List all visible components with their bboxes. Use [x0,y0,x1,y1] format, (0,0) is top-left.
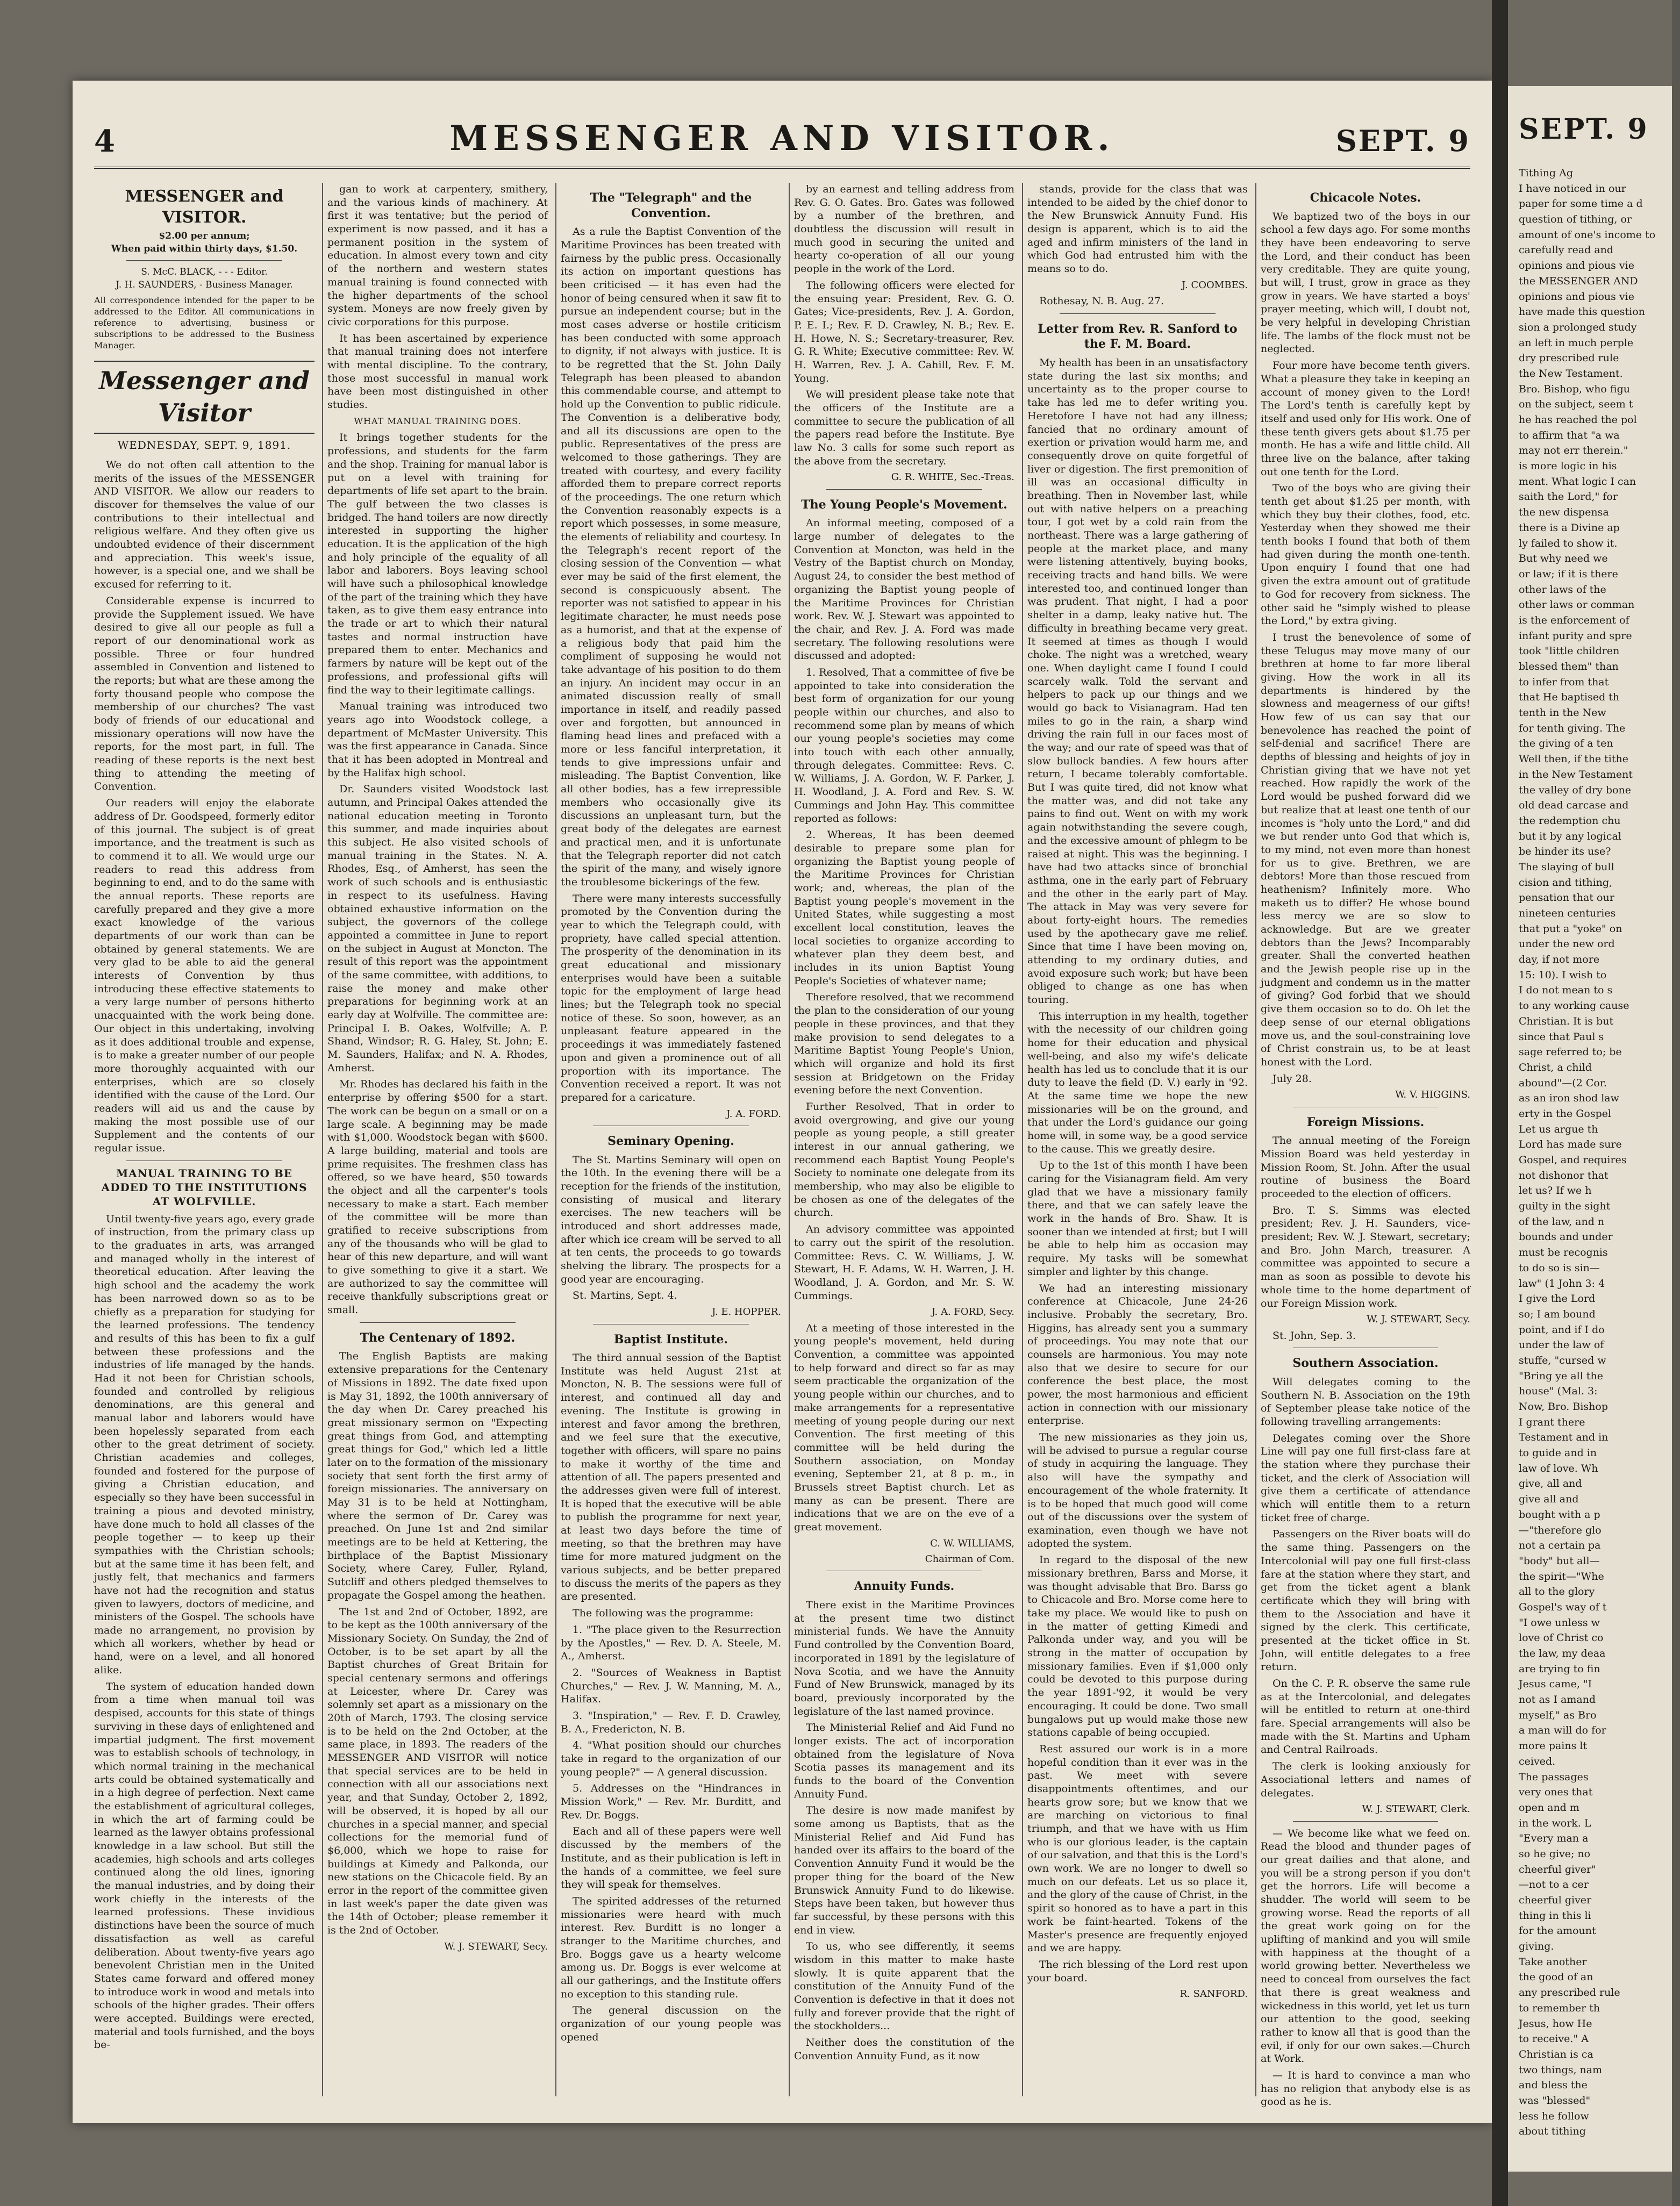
article-paragraph: — We become like what we feed on. Read the blood and thunder pages of our great dailies and that alone, and you will be a strong person if you don't get the horrors. Life will become a shudder. The world will seem to be growing worse. Read the reports of all the great work going on for the uplifting of mankind and you will smile with happiness at the thought of a world growing better. Nevertheless we need to conceal from ourselves the fact that there is great weakness and wickedness in this world, yet let us turn our attention to the good, seeking rather to know all that is good than the evil, if only for our own sakes.—Church at Work. [1261,1827,1470,2065]
adjacent-page-line: erty in the Gospel [1519,1107,1612,1120]
adjacent-page-line: cheerful giver" [1519,1863,1596,1875]
article-paragraph: Bro. T. S. Simms was elected president; Rev. J. H. Saunders, vice-president; Rev. W. J. Stewart, secretary; and Bro. John March, treasurer. A committee was appointed to secure a man as soon as possible to devote his whole time to the home department of our Foreign Mission work. [1261,1204,1470,1309]
article-paragraph: Rest assured our work is in a more hopeful condition than it ever was in the past. We meet with severe disappointments oftentimes, and our hearts grow sore; but we know that we are marching on victorious to final triumph, and that we have with us Him who is our glorious leader, is the captain of our salvation, and that this is the Lord's own work. We are no longer to dwell so much on our defeats. Let us so place it, and the glory of the cause of Christ, in the spirit so honored as to have a part in this work be faint-hearted. Tokens of the Master's presence are frequently enjoyed and we are happy. [1027,1743,1248,1954]
adjacent-page-line: thing in this li [1519,1909,1591,1922]
article-paragraph: Four more have become tenth givers. What a pleasure they take in keeping an account of money given to the Lord! The Lord's tenth is carefully kept by itself and used only for His work. One of these tenth givers gets about $1.75 per month. He has a wife and little child. All three live on the balance, after taking out one tenth for the Lord. [1261,360,1470,478]
article-paragraph: The Ministerial Relief and Aid Fund no longer exists. The act of incorporation obtained from the legislature of Nova Scotia passes its management and its funds to the board of the Convention Annuity Fund. [794,1722,1014,1800]
adjacent-page-line: Tithing Ag [1519,167,1574,179]
article-title-foreign-missions: Foreign Missions. [1306,1115,1425,1129]
article-paragraph: by an earnest and telling address from Rev. G. O. Gates. Bro. Gates was followed by a number of the brethren, and doubtless the discussion will result in much good in securing the united and hearty co-operation of all our young people in the work of the Lord. [794,183,1014,275]
adjacent-page-line: —not to a cer [1519,1879,1589,1891]
article-paragraph: 4. "What position should our churches take in regard to the organization of our young people?" — A general discussion. [561,1739,781,1778]
adjacent-page-line: Bro. Bishop, who figu [1519,383,1630,395]
article-paragraph: There exist in the Maritime Provinces at the present time two distinct ministerial funds. We have the Annuity Fund controlled by the Convention Board, incorporated in 1891 by the legislature of Nova Scotia, and we have the Annuity Fund of New Brunswick, managed by its board, previously incorporated by the legislature of the last named province. [794,1599,1014,1717]
divider [1060,313,1216,314]
adjacent-page-line: guilty in the sight [1519,1200,1611,1213]
adjacent-page [1508,86,1672,2172]
article-paragraph: As a rule the Baptist Convention of the Maritime Provinces has been treated with fairness by the public press. Occasionally its action on important questions has been criticised — it has even had the honor of being censured when it saw fit to pursue an independent course; but in the most cases adverse or hostile criticism has been conducted with some approach to dignity, if not always with justice. It is to be regretted that the St. John Daily Telegraph has been pleased to abandon this commendable course, and attempt to hold up the Convention to public ridicule. The Convention is a deliberative body, and all its discussions are open to the public. Representatives of the press are welcomed to those gatherings. They are treated with courtesy, and every facility afforded them to prepare correct reports of the proceedings. The one return which the Convention reasonably expects is a report which possesses, in some measure, the elements of reliability and courtesy. In the Telegraph's recent report of the closing session of the Convention — what ever may be said of the first element, the second is conspicuously absent. The reporter was not satisfied to appear in his legitimate character, he must needs pose as a humorist, and that at the expense of a religious body that paid him the compliment of supposing he would not take advantage of his position to do them an injury. An incident may occur in an animated discussion really of small importance in itself, and readily passed over and forgotten, but announced in flaming head lines and prefaced with a more or less fanciful interpretation, it tends to give impressions unfair and misleading. The Baptist Convention, like all other bodies, has a few irrepressible members who occasionally give its discussions an unpleasant turn, but the great body of the delegates are earnest and practical men, and it is unfortunate that the Telegraph reporter did not catch the spirit of the many, and wisely ignore the troublesome bickerings of the few. [561,226,781,888]
column-2 [327,183,548,2102]
adjacent-page-line: he has reached the pol [1519,414,1637,426]
adjacent-page-line: all to the glory [1519,1586,1595,1598]
header-date: SEPT. 9 [1335,124,1470,158]
signature: J. A. FORD. [726,1108,781,1120]
signature: R. SANFORD. [1179,1988,1248,2000]
adjacent-page-line: for the amount [1519,1925,1596,1937]
adjacent-page-line: so; I am bound [1519,1308,1596,1320]
signature: W. J. STEWART, Secy. [1367,1314,1470,1326]
adjacent-page-line: and bless the [1519,2079,1588,2092]
adjacent-page-line: house" (Mal. 3: [1519,1385,1598,1398]
adjacent-page-line: to any working cause [1519,1000,1629,1012]
article-paragraph: The English Baptists are making extensive preparations for the Centenary of Missions in 1892. The date fixed upon is May 31, 1892, the 100th anniversary of the day when Dr. Carey preached his great missionary sermon on "Expecting great things from God, and attempting great things for God," which led a little later on to the formation of the missionary society that sent forth the first army of foreign missionaries. The anniversary on May 31 is to be held at Nottingham, where the sermon of Dr. Carey was preached. On June 1st and 2nd similar meetings are to be held at Kettering, the birthplace of the Baptist Missionary Society, where Carey, Fuller, Ryland, Sutcliff and others pledged themselves to propagate the Gospel among the heathen. [327,1350,548,1601]
publisher-block [94,186,314,351]
article-paragraph: Up to the 1st of this month I have been caring for the Visianagram field. Am very glad that we have a missionary family there, and that we can safely leave the work in the hands of Bro. Shaw. It is sooner than we intended at first; but I will be able to help him as occasion may require. My tasks will be somewhat simpler and lighter by this change. [1027,1159,1248,1278]
adjacent-page-line: Christian. It is but [1519,1015,1614,1027]
article-paragraph: We will president please take note that the officers of the Institute are a committee to secure the publication of all the papers read before the Institute. Bye law No. 3 calls for some such report as the above from the secretary. [794,389,1014,467]
signature: Chairman of Com. [925,1553,1014,1565]
article-title-telegraph: The "Telegraph" and the Convention. [590,191,752,220]
adjacent-page-line: to infer from that [1519,676,1609,688]
article-paragraph: The St. Martins Seminary will open on the 10th. In the evening there will be a reception for the friends of the institution, consisting of musical and literary exercises. The new teachers will be introduced and short addresses made, after which ice cream will be served to all at ten cents, the proceeds to go towards shelving the library. The prospects for a good year are encouraging. [561,1154,781,1285]
article-paragraph: The following was the programme: [573,1607,754,1620]
adjacent-page-line: The slaying of bull [1519,861,1614,873]
article-paragraph: The spirited addresses of the returned missionaries were heard with much interest. Rev. Burditt is no longer a stranger to the Maritime churches, and Bro. Boggs gave us a hearty welcome among us. Dr. Boggs is ever welcome at all our gatherings, and the Institute offers no exception to this standing rule. [561,1895,781,2000]
adjacent-page-line: a man will do for [1519,1724,1606,1737]
article-paragraph: The new missionaries as they join us, will be advised to pursue a regular course of study in acquiring the language. They also will have the sympathy and encouragement of the whole fraternity. It is to be hoped that much good will come out of the discussions over the system of examination, even though we have not adopted the system. [1027,1431,1248,1550]
adjacent-page-line: or law; if it is there [1519,568,1618,580]
article-title-seminary: Seminary Opening. [607,1134,734,1148]
divider [1293,1821,1438,1822]
adjacent-page-line: cheerful giver [1519,1894,1592,1906]
adjacent-page-line: since that Paul s [1519,1030,1604,1043]
article-paragraph: 5. Addresses on the "Hindrances in Mission Work," — Rev. Mr. Burditt, and Rev. Dr. Boggs. [561,1782,781,1821]
signature: J. E. HOPPER. [712,1306,781,1318]
article-title-chicacole: Chicacole Notes. [1310,191,1421,205]
adjacent-page-line: more pains lt [1519,1740,1588,1752]
article-paragraph: Neither does the constitution of the Convention Annuity Fund, as it now [794,2037,1014,2062]
article-paragraph: 2. "Sources of Weakness in Baptist Churches," — Rev. J. W. Manning, M. A., Halifax. [561,1666,781,1706]
article-paragraph: St. Martins, Sept. 4. [573,1290,677,1302]
adjacent-page-line: to remember th [1519,2002,1600,2014]
article-paragraph: The 1st and 2nd of October, 1892, are to be kept as the 100th anniversary of the Missionary Society. On Sunday, the 2nd of October, is to be set apart by all the Baptist churches of Great Britain for special centenary sermons and offerings at Leicester, where Dr. Carey was solemnly set apart as a missionary on the 20th of March, 1793. The closing service is to be held on the 2nd October, at the same place, in 1893. The readers of the MESSENGER AND VISITOR will notice that special services are to be held in connection with all our associations next year, and that Sunday, October 2, 1892, will be observed, it is hoped by all our churches in a special manner, and special collections for the memorial fund of $6,000, which we hope to raise for buildings at Kimedy and Palkonda, our new stations on the Chicacole field. By an error in the report of the committee given in last week's paper the date given was the 14th of October; please remember it is the 2nd of October. [327,1606,548,1937]
adjacent-page-column [1519,167,1680,2140]
adjacent-page-line: I give the Lord [1519,1293,1596,1305]
article-paragraph: 2. Whereas, It has been deemed desirable to prepare some plan for organizing the Baptist young people of the Maritime Provinces for Christian work; and, whereas, the plan of the Baptist young people's movement in the United States, while suggesting a most excellent local constitution, leaves the local societies to organize according to whatever plan they deem best, and includes in its union Baptist Young People's Societies of whatever name; [794,829,1014,987]
adjacent-page-line: there is a Divine ap [1519,521,1620,534]
article-title-young-people: The Young People's Movement. [801,497,1007,512]
article-title-southern-association: Southern Association. [1292,1356,1439,1371]
signature: C. W. WILLIAMS, [930,1537,1014,1549]
column-rule [1255,183,1256,2096]
adjacent-page-line: infant purity and spre [1519,629,1632,642]
adjacent-page-line: under the new ord [1519,938,1615,950]
masthead-title: MESSENGER AND VISITOR. [449,118,1115,159]
adjacent-page-line: amount of one's income to [1519,228,1656,241]
adjacent-page-line: the New Testament. [1519,367,1623,379]
adjacent-page-line: Gospel's way of t [1519,1601,1607,1613]
column-6 [1261,183,1470,2108]
adjacent-page-line: for tenth giving. The [1519,722,1626,734]
article-paragraph: Two of the boys who are giving their tenth get about $1.25 per month, with which they buy their clothes, food, etc. Yesterday when they showed me their tenth books I found that both of them had given during the month one-tenth. Upon enquiry I found that one had given the extra amount out of gratitude to God for recovery from sickness. The other said he "simply wished to please the Lord," by extra giving. [1261,482,1470,627]
adjacent-page-line: myself," as Bro [1519,1709,1597,1721]
article-paragraph: Therefore resolved, that we recommend the plan to the consideration of our young people in these provinces, and that they make provision to send delegates to a Maritime Baptist Young People's Union, which will organize and hold its first session at Bridgetown on the Friday evening before the next Convention. [794,991,1014,1097]
adjacent-page-line: let us? If we h [1519,1185,1592,1197]
adjacent-page-line: I do not mean to s [1519,984,1613,997]
adjacent-page-line: saith the Lord," for [1519,491,1618,503]
adjacent-page-line: blessed them" than [1519,661,1619,672]
adjacent-page-line: under the law of [1519,1339,1604,1351]
signature: J. COOMBES. [1182,279,1248,291]
article-paragraph: The system of education handed down from a time when manual toil was despised, accounts for this state of things surviving in these days of enlightened and impartial judgment. The first movement was to establish schools of technology, in which normal training in the mechanical arts could be obtained systematically and in a high degree of perfection. Next came the establishment of agricultural colleges, in which the art of farming could be learned as the lawyer obtains professional knowledge in a law school. But still the academies, high schools and arts colleges continued along the old lines, ignoring the manual industries, and by doing their work chiefly in the interests of the learned professions. These invidious distinctions have been the source of much dissatisfaction as well as careful deliberation. About twenty-five years ago benevolent Christian men in the United States came forward and offered money to introduce work in wood and metals into schools of the higher grades. Their offers were accepted. Buildings were erected, material and tools furnished, and the boys be- [94,1680,314,2051]
article-paragraph: The desire is now made manifest by some among us Baptists, that as the Ministerial Relief and Aid Fund has handed over its affairs to the board of the Convention Annuity Fund it would be the proper thing for the board of the New Brunswick Annuity Fund to do likewise. Steps have been taken, but however thus far successful, by these persons with this end in view. [794,1804,1014,1936]
article-paragraph: In regard to the disposal of the new missionary brethren, Barss and Morse, it was thought advisable that Bro. Barss go to Chicacole and Bro. Morse come here to take my place. We would like to push on in the matter of getting Kimedi and Palkonda under way, and you will be strong in the matter of occupation by missionary families. Even if $1,000 only could be devoted to this purpose during the year 1891-'92, it would be very encouraging. It could be done. Two small bungalows put up would make those new stations capable of being occupied. [1027,1554,1248,1739]
adjacent-page-line: very ones that [1519,1786,1593,1799]
adjacent-page-line: Well then, if the tithe [1519,753,1628,765]
adjacent-page-line: "Bring ye all the [1519,1370,1603,1382]
article-title-letter: Letter from Rev. R. Sanford to the F. M. Board. [1038,321,1238,352]
adjacent-page-line: not dishonor that [1519,1169,1608,1181]
adjacent-page-line: as an iron shod law [1519,1092,1619,1105]
adjacent-page-line: question of tithing, or [1519,213,1632,226]
adjacent-page-line: the giving of a ten [1519,737,1613,750]
column-5 [1027,183,1248,2102]
adjacent-page-line: is more logic in his [1519,460,1617,472]
article-paragraph: Dr. Saunders visited Woodstock last autumn, and Principal Oakes attended the national education meeting in Toronto this summer, and made inquiries about this subject. He also visited schools of manual training in the States. N. A. Rhodes, Esq., of Amherst, has seen the work of such schools and is enthusiastic in respect to its usefulness. Having obtained exhaustive information on the subject, the governors of the college appointed a committee in June to report on the subject in August at Moncton. The result of this report was the appointment of the same committee, with additions, to raise the money and make other preparations for beginning work at an early day at Wolfville. The committee are: Principal I. B. Oakes, Wolfville; A. P. Shand, Windsor; R. G. Haley, St. John; E. M. Saunders, Halifax; and N. A. Rhodes, Amherst. [327,783,548,1074]
dateline: Rothesay, N. B. Aug. 27. [1039,295,1164,307]
article-paragraph: An advisory committee was appointed to carry out the spirit of the resolution. Committee: Revs. C. W. Williams, J. W. Stewart, H. F. Adams, W. H. Warren, J. H. Woodland, J. A. Gordon, and Mr. S. W. Cummings. [794,1223,1014,1302]
article-paragraph: Each and all of these papers were well discussed by the members of the Institute, and as their publication is left in the hands of a committee, we feel sure they will speak for themselves. [561,1825,781,1891]
adjacent-page-line: in the work. L [1519,1817,1591,1829]
article-paragraph: An informal meeting, composed of a large number of delegates to the Convention at Moncton, was held in the Vestry of the Baptist church on Monday, August 24, to consider the best method of organizing the Baptist young people of the Maritime Provinces for Christian work. Rev. W. J. Stewart was appointed to the chair, and Rev. J. A. Ford was made secretary. The following resolutions were discussed and adopted: [794,517,1014,662]
column-rule [789,183,790,2096]
adjacent-page-line: may not err therein." [1519,445,1628,457]
adjacent-page-line: other laws of the [1519,583,1606,596]
article-paragraph: The general discussion on the organization of our young people was opened [561,2004,781,2043]
article-paragraph: stands, provide for the class that was intended to be aided by the chief donor to the New Brunswick Annuity Fund. His design is apparent, which is to aid the aged and infirm ministers of the land in which God had entrusted him with the means so to do. [1027,183,1248,275]
adjacent-page-line: point, and if I do [1519,1323,1605,1336]
adjacent-page-line: the law, my deaa [1519,1648,1606,1659]
article-paragraph: Will delegates coming to the Southern N. B. Association on the 19th of September please take notice of the following travelling arrangements: [1261,1376,1470,1428]
signature: W. J. STEWART, Secy. [444,1940,548,1952]
signature: W. J. STEWART, Clerk. [1362,1803,1470,1815]
article-title-centenary: The Centenary of 1892. [360,1330,516,1345]
article-paragraph: — It is hard to convince a man who has no religion that anybody else is as good as he is. [1261,2069,1470,2108]
article-paragraph: The clerk is looking anxiously for Associational letters and names of delegates. [1261,1760,1470,1799]
article-paragraph: There were many interests successfully promoted by the Convention during the year to which the Telegraph could, with propriety, have called special attention. The prosperity of the denomination in its great educational and missionary enterprises would have been a suitable topic for the employment of large head lines; but the Telegraph took no special notice of these. So soon, however, as an unpleasant feature appeared in the proceedings it was immediately fastened upon and given a prominence out of all proportion with its importance. The Convention received a report. It was not prepared for a caricature. [561,892,781,1104]
editor-line: S. McC. BLACK, - - - Editor. [141,267,268,278]
column-rule [1022,183,1023,2096]
signature: G. R. WHITE, Sec.-Treas. [891,471,1014,483]
article-paragraph: The third annual session of the Baptist Institute was held August 21st at Moncton, N. B. The sessions were full of interest, and continued all day and evening. The Institute is growing in interest and favor among the brethren, and we feel sure that the executive, together with officers, will spare no pains to make it worthy of the time and attention of all. The papers presented and the addresses given were full of interest. It is hoped that the executive will be able to publish the programme for next year, at least two days before the time of meeting, so that the brethren may have time for more matured judgment on the various subjects, and be better prepared to discuss the merits of the papers as they are presented. [561,1352,781,1603]
article-title-annuity-funds: Annuity Funds. [854,1579,955,1594]
adjacent-page-line: stuffe, "cursed w [1519,1354,1606,1366]
article-paragraph: Until twenty-five years ago, every grade of instruction, from the primary class up to the graduates in arts, was arranged and managed wholly in the interest of theoretical education. After leaving the high school and the academy the work has been narrowed down so as to be chiefly as a preparation for studying for the learned professions. The tendency and results of this has been to fix a gulf between these professions and the industries of life managed by the hands. Had it not been for Christian schools, founded and controlled by religious denominations, are this general and manual labor and laborers would have been hopelessly separated from each other to the great detriment of society. Christian academies and colleges, founded and fostered for the purpose of giving a Christian education, and especially so they have been successful in training a pious and devoted ministry, have done much to hold all classes of the people together — to keep up their sympathies with the Christian schools; but at the same time it has been felt, and justly felt, that mechanics and farmers have not had the recognition and status given to lawyers, doctors of medicine, and ministers of the Gospel. The schools have made no arrangement, no provision by which all workers, whether by head or hand, were on a level, and all honored alike. [94,1213,314,1677]
adjacent-page-header: SEPT. 9 [1519,113,1649,146]
adjacent-page-line: 15: 10). I wish to [1519,969,1607,981]
column-3 [561,183,781,2102]
adjacent-page-line: that He baptised th [1519,691,1620,704]
page-header [94,118,1470,169]
adjacent-page-line: tenth in the New [1519,707,1606,719]
article-paragraph: gan to work at carpentery, smithery, and the various kinds of machinery. At first it was tentative; but the period of experiment is now passed, and it has a permanent position in the system of education. In almost every town and city of the northern and western states manual training is found connected with the higher departments of the school system. Moneys are now freely given by civic corporations for this purpose. [327,183,548,328]
adjacent-page-line: the valley of dry bone [1519,784,1631,796]
adjacent-page-line: I have noticed in our [1519,182,1626,195]
adjacent-page-line: the spirit—"Whe [1519,1570,1604,1582]
column-rule [555,183,556,2096]
adjacent-page-line: an left in much perple [1519,336,1634,349]
adjacent-page-line: Jesus, how He [1519,2017,1592,2030]
adjacent-page-line: giving. [1519,1940,1554,1953]
adjacent-page-line: Let us argue th [1519,1123,1598,1135]
adjacent-page-line: that put a "yoke" on [1519,922,1622,935]
correspondence-note: All correspondence intended for the paper to be addressed to the Editor. All communications in reference to advertising, business or subscriptions to be addressed to the Business Manager. [94,295,314,350]
issue-date: WEDNESDAY, SEPT. 9, 1891. [117,438,291,452]
adjacent-page-line: The passages [1519,1771,1589,1783]
article-paragraph: Further Resolved, That in order to avoid overgrowing, and give our young people as young people, a still greater interest in our annual gathering, we recommend each Baptist Young People's Society to nominate one delegate from its membership, who may also be eligible to be chosen as one of the delegates of the church. [794,1100,1014,1219]
adjacent-page-line: any prescribed rule [1519,1987,1620,1999]
adjacent-page-line: carefully read and [1519,244,1614,256]
article-paragraph: We had an interesting missionary conference at Chicacole, June 24-26 inclusive. Probably the secretary, Bro. Higgins, has already sent you a summary of proceedings. You may note that our counsels are harmonious. You may note also that we desire to secure for our conference the best place, the most power, the most harmonious and efficient action in connection with our missionary enterprise. [1027,1282,1248,1427]
article-paragraph: On the C. P. R. observe the same rule as at the Intercolonial, and delegates will be entitled to return at one-third fare. Special arrangements will also be made with the St. Martins and Upham and Central Railroads. [1261,1678,1470,1756]
adjacent-page-line: of the law, and n [1519,1215,1605,1228]
article-paragraph: Manual training was introduced two years ago into Woodstock college, a department of McMaster University. This was the first appearance in Canada. Since that it has been adopted in Montreal and by the Halifax high school. [327,700,548,779]
adjacent-page-line: cision and tithing, [1519,876,1613,889]
article-paragraph: The rich blessing of the Lord rest upon your board. [1027,1958,1248,1984]
article-paragraph: It brings together students for the professions, and students for the farm and the shop. Training for manual labor is put on a level with training for departments of life set apart to the brain. The gulf between the two classes is bridged. The hand toilers are now directly interested in supporting the higher education. It is the application of the high and holy principle of the equality of all labor and laborers. Boys leaving school will have such a philosophical knowledge of the part of the training which they have taken, as to give them easy entrance into the trade or art to which their natural tastes and normal instruction have prepared them to enter. Mechanics and farmers by nature will be kept out of the professions, and professional gifts will find the way to their legitimate callings. [327,432,548,696]
dateline: July 28. [1272,1072,1312,1085]
adjacent-page-line: "Every man a [1519,1832,1589,1845]
adjacent-page-line: ceived. [1519,1755,1556,1767]
adjacent-page-line: less he follow [1519,2110,1589,2122]
adjacent-page-line: bought with a p [1519,1508,1600,1521]
adjacent-page-line: abound"—(2 Cor. [1519,1077,1607,1089]
adjacent-page-line: to do so is sin— [1519,1262,1600,1274]
paper-title: MESSENGER and VISITOR. [125,187,284,227]
adjacent-page-line: ly failed to show it. [1519,537,1618,549]
adjacent-page-line: opinions and pious vie [1519,290,1634,303]
adjacent-page-line: in the New Testament [1519,768,1633,780]
adjacent-page-line: nineteen centuries [1519,907,1616,919]
adjacent-page-line: not as I amand [1519,1694,1596,1706]
article-paragraph: This interruption in my health, together with the necessity of our children going home for their education and physical well-being, and also my wife's delicate health has led us to conclude that it is our duty to leave the field (D. V.) early in '92. At the same time we hope the new missionaries will be on the ground, and that under the Lord's guidance our going home will, in some way, be a good service to the cause. This we greatly desire. [1027,1010,1248,1155]
adjacent-page-line: about tithing [1519,2125,1586,2138]
adjacent-page-line: was "blessed" [1519,2094,1591,2107]
article-paragraph: 3. "Inspiration," — Rev. F. D. Crawley, B. A., Fredericton, N. B. [561,1709,781,1735]
adjacent-page-line: law" (1 John 3: 4 [1519,1277,1605,1290]
article-title-manual-training: MANUAL TRAINING TO BE ADDED TO THE INSTITUTIONS AT WOLFVILLE. [101,1166,308,1208]
article-paragraph: Our readers will enjoy the elaborate address of Dr. Goodspeed, formerly editor of this journal. The subject is of great importance, and the treatment is such as to commend it to all. We would urge our readers to read this address from beginning to end, and to do the same with the annual reports. These reports are carefully prepared and they give a more exact knowledge of the various departments of our work than can be obtained by general statements. We are very glad to be able to aid the general interests of Convention by thus introducing these effective statements to a very large number of persons hitherto unacquainted with the work being done. Our object in this undertaking, involving as it does additional trouble and expense, is to make a greater number of our people more thoroughly acquainted with our enterprises, which are so closely identified with the cause of the Lord. Our readers will aid us and the cause by making the most possible use of our Supplement and the contents of our regular issue. [94,797,314,1155]
adjacent-page-line: must be recognis [1519,1247,1608,1259]
divider [826,489,982,490]
adjacent-page-line: day, if not more [1519,954,1600,966]
article-paragraph: Passengers on the River boats will do the same thing. Passengers on the Intercolonial will pay one full first-class fare at the station where they start, and get from the ticket agent a blank certificate which they will bring with them to the Association and have it signed by the clerk. This certificate, presented at the ticket office in St. John, will entitle delegates to a free return. [1261,1528,1470,1673]
adjacent-page-line: Testament and in [1519,1431,1608,1444]
article-paragraph: The following officers were elected for the ensuing year: President, Rev. G. O. Gates; Vice-presidents, Rev. J. A. Gordon, P. E. I.; Rev. F. D. Crawley, N. B.; Rev. E. H. Howe, N. S.; Secretary-treasurer, Rev. G. R. White; Executive committee: Rev. W. H. Warren, Rev. J. A. Cahill, Rev. F. M. Young. [794,279,1014,384]
subscription-note: When paid within thirty days, $1.50. [111,243,298,255]
adjacent-page-line: Gospel, and requires [1519,1154,1627,1166]
adjacent-page-line: ment. What logic I can [1519,475,1636,488]
adjacent-page-line: the redemption chu [1519,814,1621,827]
adjacent-page-line: pensation that our [1519,892,1614,904]
adjacent-page-line: Now, Bro. Bishop [1519,1401,1608,1413]
article-paragraph: My health has been in an unsatisfactory state during the last six months; and uncertainty as to the proper course to take has led me to defer writing you. Heretofore I have not had any illness; fancied that no ordinary amount of exertion or privation would harm me, and consequently drove on quite forgetful of liver or digestion. The first premonition of ill was an occasional difficulty in breathing. Then in November last, while out with native helpers on a preaching tour, I got wet by a cold rain from the northeast. There was a large gathering of people at the market place, and many were listening attentively, buying books, receiving tracts and hand bills. We were interested too, and continued longer than was prudent. That night, I had a poor shelter in a damp, leaky native hut. The difficulty in breathing became very great. It seemed at times as though I would choke. The night was a wretched, weary one. When daylight came I found I could scarcely walk. Told the servant and helpers to pack up our things and we would go back to Visianagram. Had ten miles to go in the rain, a sharp wind driving the rain full in our faces most of the way; and our rate of speed was that of slow bullock bandies. A few hours after return, I became tolerably comfortable. But I was quite tired, did not know what the matter was, and did not take any pains to find out. Went on with my work again notwithstanding the severe cough, and the excessive amount of phlegm to be raised at night. This was the beginning. I have had two attacks since of bronchial asthma, one in the early part of February and the other in the early part of May. The attack in May was very severe for about forty-eight hours. The remedies used by the apothecary gave me relief. Since that time I have been moving on, attending to my ordinary duties, and avoid exposure such work; but have been obliged to change as one has when touring. [1027,357,1248,1006]
article-paragraph: 1. Resolved, That a committee of five be appointed to take into consideration the best form of organization for our young people within our churches, and also to recommend some plan by means of which our young people's societies may come into touch with each other annually, through delegates. Committee: Revs. C. W. Williams, J. A. Gordon, W. F. Parker, J. H. Woodland, J. A. Ford and Rev. S. W. Cummings and John Hay. This committee reported as follows: [794,666,1014,825]
adjacent-page-line: open and m [1519,1801,1579,1814]
adjacent-page-line: Lord has made sure [1519,1138,1622,1151]
article-paragraph: Mr. Rhodes has declared his faith in the enterprise by offering $500 for a start. The work can be begun on a small or on a large scale. A beginning may be made with $1,000. Woodstock began with $600. A large building, material and tools are prime requisites. The freshmen class has offered, so we have heard, $50 towards the object and all the carpenter's tools necessary to make a start. Each member of the committee will be more than gratified to receive subscriptions from any of the thousands who will be glad to hear of this new departure, and will want to give something to give it a start. We are authorized to say the committee will receive thankfully subscriptions great or small. [327,1078,548,1316]
divider [126,260,282,261]
page-number: 4 [94,124,115,159]
column-4 [794,183,1014,2102]
adjacent-page-line: the MESSENGER AND [1519,275,1638,287]
adjacent-page-line: "body" but all— [1519,1555,1600,1567]
adjacent-page-line: have made this question [1519,306,1645,318]
adjacent-page-line: But why need we [1519,553,1608,565]
article-paragraph: To us, who see differently, it seems wisdom in this matter to make haste slowly. It is quite apparent that the constitution of the Annuity Fund of the Convention is defective in that it does not fully and forever provide that the right of the stockholders... [794,1940,1014,2032]
adjacent-page-line: give all and [1519,1493,1579,1506]
adjacent-page-line: "I owe unless w [1519,1616,1600,1629]
signature: W. V. HIGGINS. [1395,1089,1470,1101]
article-paragraph: We baptized two of the boys in our school a few days ago. For some months they have been endeavoring to serve the Lord, and their conduct has been very creditable. They are quite young, but will, I trust, grow in grace as they grow in years. We have started a boys' prayer meeting, which will, I doubt not, be very helpful in developing Christian life. The lambs of the flock must not be neglected. [1261,210,1470,355]
newspaper-page [73,81,1492,2123]
adjacent-page-line: bounds and under [1519,1231,1613,1243]
nameplate: Messenger and Visitor [94,361,314,434]
article-paragraph: I trust the benevolence of some of these Telugus may move many of our brethren at home to far more liberal giving. How the work in all its departments is hindered by the slowness and meagerness of our gifts! How few of us can say that our benevolence has reached the point of self-denial and sacrifice! There are depths of blessing and heights of joy in Christian giving that we have not yet reached. How rapidly the work of the Lord would be pushed forward did we but realize that at least one tenth of our incomes is "holy unto the Lord," and did we but render unto God that which is, to my mind, not even more than honest for us to give. Brethren, we are debtors! More than those rescued from heathenism? Infinitely more. Who maketh us to differ? He whose bound less mercy we are so slow to acknowledge. But are we greater debtors than the Jews? Incomparably greater. Shall the converted heathen and the Jewish people rise up in the judgment and condemn us in the matter of giving? God forbid that we should give them occasion so to do. Oh let the deep sense of our eternal obligations move us, and the soul-constraining love of Christ constrain us, to be at least honest with the Lord. [1261,631,1470,1068]
adjacent-page-line: —"therefore glo [1519,1524,1602,1536]
adjacent-page-line: Christian is ca [1519,2048,1593,2060]
article-paragraph: At a meeting of those interested in the young people's movement, held during Convention, a committee was appointed to help forward and direct so far as may seem practicable the organization of the young people within our churches, and to make arrangements for a representative meeting of young people during our next Convention. The first meeting of this committee will be held during the Southern association, on Monday evening, September 21, at 8 p. m., in Brussels street Baptist church. Let as many as can be present. There are indications that we are on the eve of a great movement. [794,1322,1014,1533]
adjacent-page-line: is the enforcement of [1519,614,1629,626]
article-paragraph: 1. "The place given to the Resurrection by the Apostles," — Rev. D. A. Steele, M. A., Amherst. [561,1623,781,1663]
book-gutter [1492,0,1508,2206]
adjacent-page-line: give, all and [1519,1478,1582,1490]
adjacent-page-line: I grant there [1519,1416,1585,1428]
adjacent-page-line: be hinder its use? [1519,846,1611,858]
adjacent-page-line: law of love. Wh [1519,1462,1598,1474]
article-title-institute: Baptist Institute. [613,1332,728,1346]
adjacent-page-line: sion a prolonged study [1519,321,1637,333]
article-paragraph: It has been ascertained by experience that manual training does not interfere with mental discipline. To the contrary, those most successful in manual work have been most distinguished in other studies. [327,332,548,411]
adjacent-page-line: on the subject, seem t [1519,398,1633,411]
adjacent-page-line: took "little children [1519,645,1620,657]
adjacent-page-line: old dead carcase and [1519,799,1629,812]
article-paragraph: Considerable expense is incurred to provide the Supplement issued. We have desired to give all our people as full a report of our denominational work as possible. Three or four hundred assembled in Convention and listened to the reports; but what are these among the forty thousand people who compose the membership of our churches? The vast body of friends of our educational and missionary operations will now have the reports, for the most part, in full. The reading of these reports is the next best thing to attending the meeting of Convention. [94,595,314,793]
adjacent-page-line: two things, nam [1519,2064,1603,2076]
adjacent-page-line: not a certain pa [1519,1539,1601,1552]
column-1 [94,183,314,2102]
adjacent-page-line: Christ, a child [1519,1061,1592,1073]
dateline: St. John, Sep. 3. [1272,1329,1356,1342]
subscription-price: $2.00 per annum; [159,231,250,241]
adjacent-page-line: are trying to fin [1519,1663,1600,1675]
adjacent-page-line: Take another [1519,1956,1587,1968]
adjacent-page-line: to affirm that "a wa [1519,429,1620,441]
article-paragraph: We do not often call attention to the merits of the issues of the MESSENGER AND VISITOR. We allow our readers to discover for themselves the value of our contributions to their intellectual and religious welfare. And they often give us undoubted evidence of their discernment and appreciation. This week's issue, however, is a special one, and we shall be excused for referring to it. [94,459,314,591]
manager-line: J. H. SAUNDERS, - Business Manager. [116,280,293,291]
adjacent-page-line: love of Christ co [1519,1632,1604,1644]
divider [360,1322,516,1323]
adjacent-page-line: paper for some time a d [1519,198,1643,210]
adjacent-page-line: sage referred to; be [1519,1046,1622,1058]
adjacent-page-line: but it by any logical [1519,830,1621,842]
adjacent-page-line: opinions and pious vie [1519,260,1634,272]
article-paragraph: Delegates coming over the Shore Line will pay one full first-class fare at the station where they purchase their ticket, and the clerk of Association will give them a certificate of attendance which will entitle them to a return ticket free of charge. [1261,1432,1470,1524]
signature: J. A. FORD, Secy. [931,1306,1014,1318]
article-paragraph: The annual meeting of the Foreign Mission Board was held yesterday in Mission Room, St. John. After the usual routine of business the Board proceeded to the election of officers. [1261,1135,1470,1200]
adjacent-page-line: Jesus came, "I [1519,1678,1592,1691]
adjacent-page-line: to guide and in [1519,1447,1597,1459]
adjacent-page-line: the new dispensa [1519,506,1609,519]
adjacent-page-line: to receive." A [1519,2033,1589,2045]
subheading-what-manual-training-does: WHAT MANUAL TRAINING DOES. [354,416,521,426]
adjacent-page-line: the good of an [1519,1971,1593,1983]
adjacent-page-line: so he give; no [1519,1847,1591,1860]
column-rule [322,183,323,2096]
adjacent-page-line: other laws or comman [1519,599,1635,611]
adjacent-page-line: dry prescribed rule [1519,352,1619,364]
